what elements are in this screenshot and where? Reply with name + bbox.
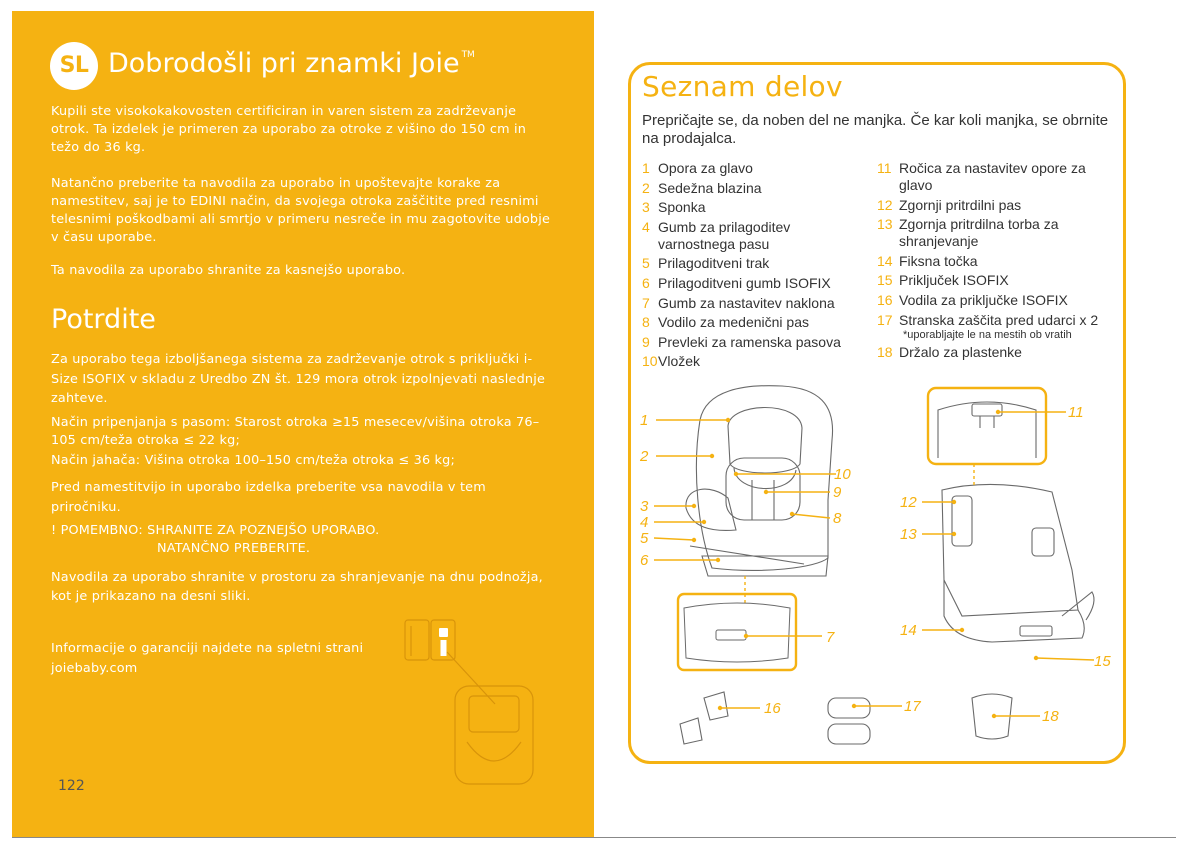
callout-12: 12	[900, 494, 917, 511]
callout-7: 7	[826, 629, 835, 646]
welcome-title	[108, 48, 475, 79]
part-label: Prilagoditveni trak	[658, 255, 770, 272]
part-label: Opora za glavo	[658, 160, 753, 176]
part-number: 18	[877, 344, 893, 361]
parts-list-intro: Prepričajte se, da noben del ne manjka. Če kar koli manjka, se obrnite na prodajalca.	[642, 112, 1109, 147]
part-number: 4	[642, 218, 650, 235]
part-number: 1	[642, 160, 650, 176]
storage-instructions: Navodila za uporabo shranite v prostoru za shranjevanje na dnu podnožja, kot je prikazano na desni sliki.	[51, 570, 543, 604]
part-item	[642, 314, 867, 331]
part-number: 6	[642, 274, 650, 291]
part-item	[642, 353, 867, 370]
part-number: 17	[877, 311, 893, 328]
important-notice: ! POMEMBNO: SHRANITE ZA POZNEJŠO UPORABO.	[51, 523, 380, 538]
part-item	[642, 255, 867, 272]
part-item	[642, 295, 867, 312]
part-item	[877, 216, 1117, 250]
part-label: Gumb za prilagoditev varnostnega pasu	[658, 218, 791, 252]
callout-4: 4	[640, 514, 649, 531]
callout-11: 11	[1068, 404, 1084, 421]
parts-list-column-2	[877, 160, 1117, 364]
belt-mode-requirements: Način pripenjanja s pasom: Starost otroka ≥15 mesecev/višina otroka 76–105 cm/teža otroka ≤ 22 kg;	[51, 415, 540, 448]
language-badge: SL	[50, 42, 98, 90]
part-note: *uporabljajte le na mestih ob vratih	[903, 328, 1072, 341]
part-label: Sedežna blazina	[658, 179, 762, 196]
parts-list-column-1	[642, 160, 867, 373]
callout-8: 8	[833, 510, 842, 527]
part-number: 8	[642, 314, 650, 331]
part-item	[642, 334, 867, 351]
part-number: 2	[642, 179, 650, 196]
part-label: Ročica za nastavitev opore za glavo	[899, 160, 1086, 193]
part-label: Vodilo za medenični pas	[658, 314, 809, 331]
part-number: 3	[642, 199, 650, 216]
part-label: Zgornja pritrdilna torba za shranjevanje	[899, 216, 1059, 250]
part-number: 10	[642, 353, 658, 370]
part-item	[642, 275, 867, 292]
headrest-lever-detail	[928, 388, 1046, 464]
callout-3: 3	[640, 498, 649, 515]
part-label: Vložek	[658, 353, 701, 370]
callout-10: 10	[834, 466, 851, 483]
confirm-title: Potrdite	[51, 304, 156, 335]
callout-9: 9	[833, 484, 842, 501]
part-label: Vodila za priključke ISOFIX	[899, 291, 1068, 308]
part-label: Prilagoditveni gumb ISOFIX	[658, 274, 831, 291]
confirm-paragraph: Za uporabo tega izboljšanega sistema za zadrževanje otrok s priključki i-Size ISOFIX v skladu z Uredbo ZN št. 129 mora otrok izpolnjevati naslednje zahteve.	[51, 352, 546, 406]
part-item	[877, 253, 1117, 270]
part-label: Prevleki za ramenska pasova	[658, 333, 841, 350]
part-number: 14	[877, 252, 893, 269]
welcome-title-text: Dobrodošli pri znamki Joie	[108, 48, 460, 79]
callout-2: 2	[640, 448, 649, 465]
part-item	[877, 272, 1117, 289]
page-bottom-rule	[12, 837, 1176, 838]
part-label: Gumb za nastavitev naklona	[658, 294, 835, 311]
part-number: 15	[877, 272, 893, 289]
intro-paragraph: Kupili ste visokokakovosten certificiran in varen sistem za zadrževanje otrok. Ta izdelek je primeren za uporabo za otroke z višino do 150 cm in težo do 36 kg.	[51, 104, 527, 155]
part-item	[642, 160, 867, 177]
seat-front-view	[686, 386, 833, 576]
part-label: Stranska zaščita pred udarci x 2	[899, 311, 1099, 328]
manual-storage-illustration	[395, 612, 545, 792]
part-item	[877, 160, 1117, 194]
part-number: 16	[877, 291, 893, 308]
important-notice-line2: NATANČNO PREBERITE.	[157, 541, 311, 556]
recline-button-detail	[678, 594, 796, 670]
callout-1: 1	[640, 412, 649, 429]
callout-5: 5	[640, 530, 649, 547]
part-number: 12	[877, 196, 893, 213]
intro-paragraph: Natančno preberite ta navodila za uporabo in upoštevajte korake za namestitev, saj je to EDINI način, da svojega otroka zaščitite pred resnimi telesnimi poškodbami ali smrtjo v primeru nesreče in mu zagotovite udobje v času uporabe.	[51, 176, 551, 245]
part-number: 5	[642, 255, 650, 272]
callout-14: 14	[900, 622, 917, 639]
part-number: 9	[642, 333, 650, 350]
part-number: 13	[877, 216, 893, 233]
trademark-mark: TM	[461, 50, 475, 60]
callout-18: 18	[1042, 708, 1059, 725]
part-item	[642, 199, 867, 216]
part-label: Zgornji pritrdilni pas	[899, 196, 1022, 213]
part-number: 7	[642, 294, 650, 311]
part-number: 11	[877, 160, 892, 176]
part-item	[877, 312, 1117, 342]
intro-paragraph: Ta navodila za uporabo shranite za kasnejšo uporabo.	[51, 263, 406, 278]
part-item	[642, 219, 867, 253]
callout-17: 17	[904, 698, 921, 715]
part-item	[877, 344, 1117, 361]
parts-list-title: Seznam delov	[642, 70, 843, 103]
car-seat-parts-diagram	[632, 380, 1122, 760]
part-item	[877, 197, 1117, 214]
booster-mode-requirements: Način jahača: Višina otroka 100–150 cm/teža otroka ≤ 36 kg;	[51, 453, 455, 468]
callout-16: 16	[764, 700, 781, 717]
page-number: 122	[58, 778, 85, 794]
part-label: Sponka	[658, 199, 706, 216]
part-item	[642, 180, 867, 197]
part-label: Priključek ISOFIX	[899, 272, 1009, 289]
callout-13: 13	[900, 526, 917, 543]
part-label: Držalo za plastenke	[899, 344, 1022, 361]
callout-15: 15	[1094, 653, 1111, 670]
warranty-info: Informacije o garanciji najdete na spletni strani joiebaby.com	[51, 641, 364, 676]
part-label: Fiksna točka	[899, 252, 978, 269]
callout-6: 6	[640, 552, 649, 569]
part-item	[877, 292, 1117, 309]
confirm-paragraph: Pred namestitvijo in uporabo izdelka preberite vsa navodila v tem priročniku.	[51, 480, 486, 515]
